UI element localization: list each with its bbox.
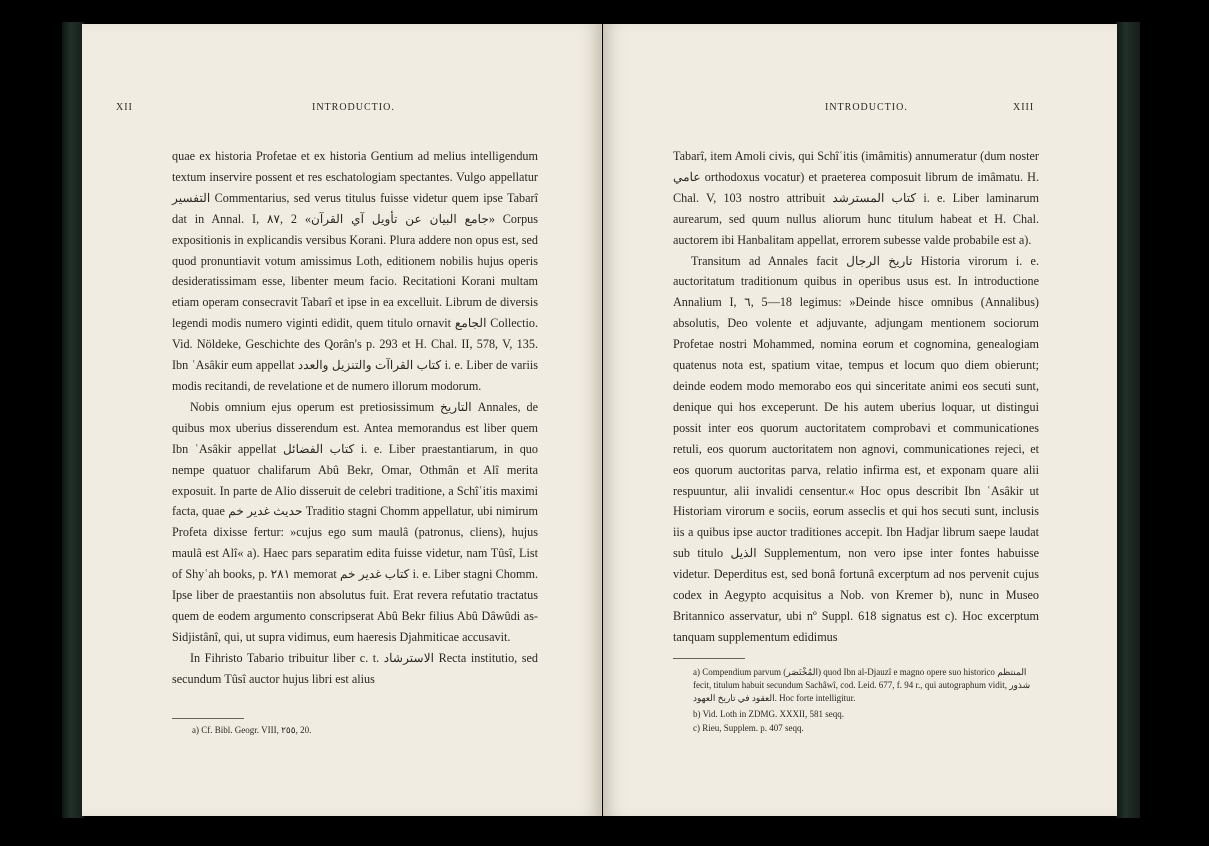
footnote-right-c: c) Rieu, Supplem. p. 407 seqq. — [693, 723, 804, 733]
left-paragraph-2: Nobis omnium ejus operum est pretiosissimum التاريخ Annales, de quibus mox uberius disserendum est. Antea memorandus est liber quem Ibn ʿAsâkir appellat كتاب الفضائل i. e. Liber praestantiarum, in quo nempe quatuor chalifarum Abû Bekr, Omar, Othmân et Alî merita exposuit. In parte de Alio disseruit de celebri traditione, a Schîʿitis maximi facta, quae حديث غدير خم Traditio stagni Chomm appellatur, ubi nimirum Profeta dixisse fertur: »cujus ego sum maulâ (patronus, cliens), hujus maulâ est Alî« a). Haec pars separatim edita fuisse videtur, nam Tûsî, List of Shyʿah books, p. ٢٨١ memorat كتاب غدير خم i. e. Liber stagni Chomm. Ipse liber de praestantiis non absolutus fuit. Erat revera refutatio tractatus quem de eodem argumento conscripserat Abû Bekr filius Abû Dâwûdi as-Sidjistânî, qui, ut supra vidimus, eum haeresis Djahmiticae accusavit. — [172, 399, 538, 644]
left-page — [82, 24, 602, 816]
page-number-right: XIII — [1013, 102, 1035, 113]
right-page — [603, 24, 1117, 816]
right-text-column — [673, 146, 1039, 648]
running-head-left: INTRODUCTIO. — [312, 102, 395, 113]
footnote-left-a: a) Cf. Bibl. Geogr. VIII, ٢٥٥, 20. — [192, 725, 312, 735]
right-paragraph-2: Transitum ad Annales facit تاريخ الرجال Historia virorum i. e. auctoritatum traditionum quibus in operibus usus est. In introductione Annalium I, ٦, 5—18 legimus: »Deinde hisce omnibus (Annalibus) absolutis, Deo volente et adjuvante, adjungam mentionem sociorum Profetae nostri Mohammed, nomina eorum et cognomina, genealogiam quatenus nota est, spatium vitae, tempus et locum quo diem obierunt; deinde eodem modo memorabo eos qui sinceritate animi eos secuti sunt, denique qui hos exceperunt. De his autem uberius loquar, ut distingui possit inter eos quorum auctoritatem comprobavi et communicationes retuli, eos quorum auctoritatem non agnovi, communicationes rejeci, et eos quorum auctoritas parva, relatio infirma est, et exponam quare alii respuuntur, alii invalidi censentur.« Hoc opus describit Ibn ʿAsâkir ut Historiam virorum e sociis, eorum asseclis et qui hos secuti sunt, inclusis iis a quibus ipse auctor traditiones accepit. Ibn Hadjar librum saepe laudat sub titulo الذيل Supplementum, non vero ipse inter fontes habuisse videtur. Deperditus est, sed bonâ fortunâ excerptum ad nos pervenit cujus codex in Aegypto acquisitus a Nob. von Kremer b), nunc in Museo Britannico asservatur, ubi nº Suppl. 618 signatus est c). Hoc excerptum tanquam supplementum edidimus — [673, 253, 1039, 644]
footnote-right-b: b) Vid. Loth in ZDMG. XXXII, 581 seqq. — [693, 709, 845, 719]
left-paragraph-1: quae ex historia Profetae et ex historia Gentium ad melius intelligendum textum inservire possent et res eschatologiam spectantes. Vulgo appellatur التفسير Commentarius, sed verus titulus fuisse videtur quem ipse Tabarî dat in Annal. I, ٨٧, 2 «جامع البيان عن تأويل آي القرآن» Corpus expositionis in explicandis versibus Korani. Plura addere non opus est, sed quod pronuntiavit votum amissimus Loth, editionem nobilis hujus operis desideratissimam esse, libenter meum facio. Recitationi Korani multam etiam operam consecravit Tabarî et ipse in ea excelluit. Librum de diversis legendi modis numero viginti edidit, quem titulo ornavit الجامع Collectio. Vid. Nöldeke, Geschichte des Qorân's p. 293 et H. Chal. II, 578, V, 135. Ibn ʿAsâkir eum appellat كتاب القراآت والتنزيل والعدد i. e. Liber de variis modis recitandi, de revelatione et de numero illorum modorum. — [172, 149, 539, 393]
book-binding-right — [1116, 22, 1140, 818]
footnote-rule-right — [673, 658, 745, 659]
running-head-right: INTRODUCTIO. — [825, 102, 908, 113]
page-number-left: XII — [116, 102, 133, 113]
left-text-column — [172, 146, 538, 690]
right-paragraph-1: Tabarî, item Amoli civis, qui Schîʿitis (imâmitis) annumeratur (dum noster عامي orthodoxus vocatur) et praeterea composuit librum de imâmatu. H. Chal. V, 103 nostro attribuit كتاب المسترشد i. e. Liber laminarum aurearum, sed quum nullus aliorum hunc titulum habeat et H. Chal. auctorem ibi Hanbalitam appellat, errorem subesse valde probabile est a). — [673, 149, 1039, 247]
footnote-rule-left — [172, 718, 244, 719]
footnote-right-a: a) Compendium parvum (المُخْتَصَر) quod Ibn al-Djauzî e magno opere suo historico المنتظم fecit, titulum habuit secundum Sachâwî, cod. Leid. 677, f. 94 r., qui autographum vidit, شذور العقود في تاريخ العهود. Hoc forte intelligitur. — [693, 667, 1031, 703]
book-binding-left — [62, 22, 84, 818]
left-paragraph-3: In Fihristo Tabario tribuitur liber c. t. الاسترشاد Recta institutio, sed secundum Tûsî auctor hujus libri est alius — [172, 650, 538, 686]
